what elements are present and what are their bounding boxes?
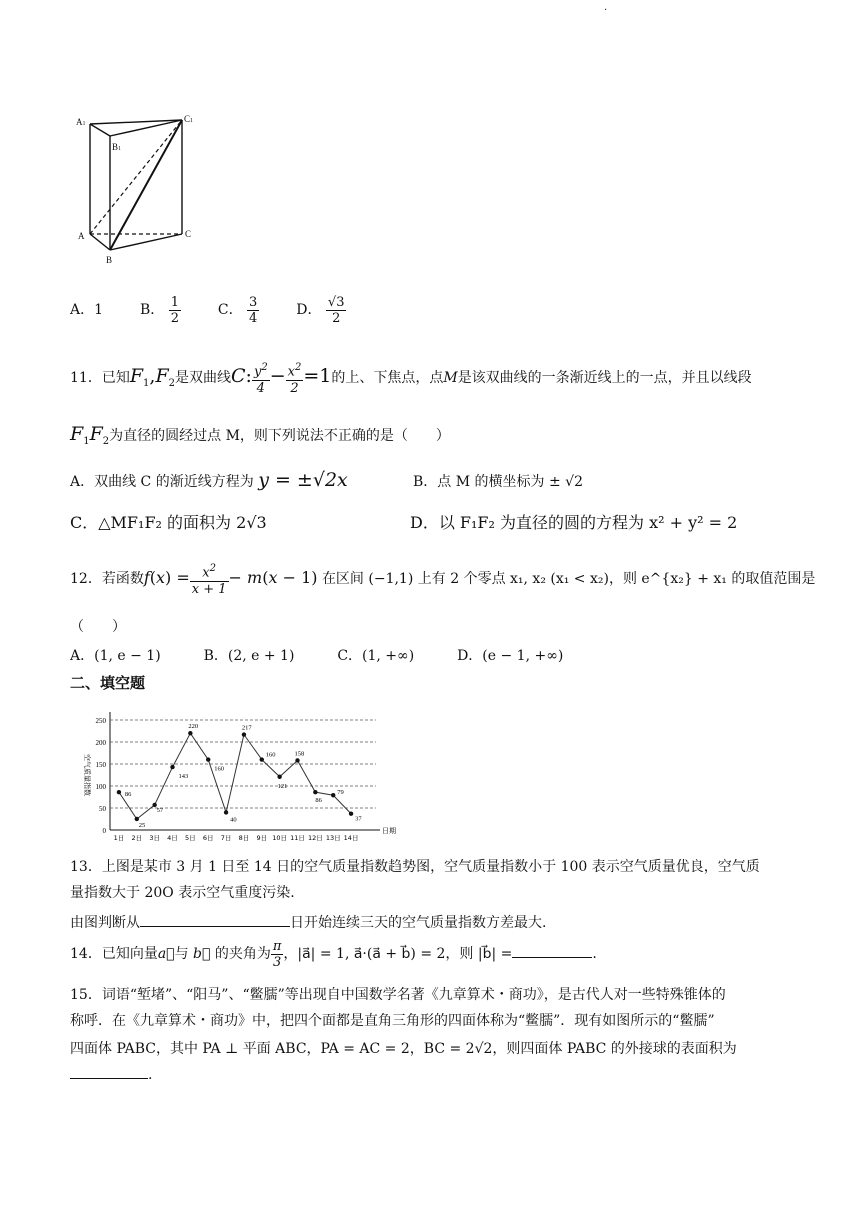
q10-options: A．1 B． $\frac{1}{2}$ C． $\frac{3}{4}$ D． $\frac{√3}{2}$: [70, 294, 345, 326]
y-axis-label: 空气质量指数: [83, 754, 91, 796]
x-tick-label: 5日: [185, 834, 196, 842]
data-label: 121: [277, 782, 288, 790]
x-tick-label: 7日: [220, 834, 232, 842]
q12-line1: 12．若函数f(x) = $\frac{x^2}{x + 1}$ − m(x − 1) 在区间 (−1,1) 上有 2 个零点 x₁, x₂ (x₁ < x₂)，则 e^{x₂} + x₁ 的取值范围是: [70, 563, 816, 597]
data-label: 158: [294, 750, 305, 758]
y-tick-label: 200: [95, 739, 106, 747]
q13-line2: 量指数大于 20O 表示空气重度污染.: [70, 885, 295, 901]
q15-blank[interactable]: [70, 1064, 148, 1079]
label-A: A: [78, 231, 85, 241]
q11-line1: 11．已知$F_1,F_2$是双曲线C: $\frac{y^2}{4}$ − $\frac{x^2}{2}$ =1的上、下焦点，点M是该双曲线的一条渐近线上的一点，并且以线段: [70, 362, 752, 396]
data-point: [277, 775, 281, 779]
data-point: [206, 757, 210, 761]
q11-option-b: B．点 M 的横坐标为 ± √2: [413, 474, 583, 490]
q11-option-a: A．双曲线 C 的渐近线方程为 y = ±√2x: [70, 469, 348, 491]
x-tick-label: 14日: [343, 834, 359, 842]
data-point: [135, 817, 139, 821]
data-label: 86: [315, 797, 322, 805]
x-tick-label: 12日: [307, 834, 323, 842]
q11-option-c: C．△MF₁F₂ 的面积为 2√3: [70, 513, 267, 532]
data-point: [295, 758, 299, 762]
x-tick-label: 4日: [167, 834, 178, 842]
data-label: 220: [188, 723, 199, 731]
svg-text:A1: A1: [76, 117, 86, 127]
x-tick-label: 11日: [290, 834, 305, 842]
prism-figure: [70, 108, 210, 268]
data-label: 86: [124, 791, 132, 799]
q10-option-c: C．: [217, 302, 243, 318]
x-tick-label: 2日: [131, 834, 143, 842]
label-C1: C: [184, 114, 191, 124]
data-point: [260, 757, 264, 761]
q12-paren: （ ）: [70, 619, 126, 635]
data-point: [224, 810, 228, 814]
x-axis-label: 日期: [382, 827, 396, 835]
data-label: 79: [337, 789, 344, 797]
q14-blank[interactable]: [512, 943, 592, 958]
data-point: [188, 731, 192, 735]
data-label: 25: [138, 822, 146, 829]
y-tick-label: 100: [95, 783, 106, 791]
y-tick-label: 250: [95, 717, 106, 725]
svg-text:B1: B1: [112, 142, 122, 152]
q10-option-d: D．: [296, 302, 322, 318]
q12-options: A．(1, e − 1) B．(2, e + 1) C．(1, +∞) D．(e − 1, +∞): [70, 648, 564, 664]
label-B: B: [106, 255, 113, 265]
y-tick-label: 50: [99, 805, 106, 813]
x-tick-label: 3日: [149, 834, 160, 842]
q11-option-d: D．以 F₁F₂ 为直径的圆的方程为 x² + y² = 2: [410, 513, 738, 532]
q15-line4: .: [70, 1064, 152, 1083]
data-label: 40: [230, 816, 237, 824]
x-tick-label: 6日: [202, 834, 214, 842]
q11-line2: $F_1F_2$为直径的圆经过点 M，则下列说法不正确的是（ ）: [70, 423, 450, 447]
data-label: 143: [178, 773, 189, 781]
data-point: [349, 812, 353, 816]
aqi-line-chart: [70, 706, 410, 846]
data-point: [313, 790, 317, 794]
x-tick-label: 9日: [256, 834, 268, 842]
data-point: [117, 790, 121, 794]
q14-line: 14．已知向量a⃗与 b⃗ 的夹角为 $\frac{\pi}{3}$ ，|a⃗| = 1, a⃗·(a⃗ + b⃗) = 2，则 |b⃗| = .: [70, 938, 597, 970]
x-tick-label: 13日: [325, 834, 341, 842]
section-title: 二、填空题: [70, 674, 146, 692]
q13-line3: 由图判断从 日开始连续三天的空气质量指数方差最大.: [70, 912, 546, 932]
q13-line1: 13．上图是某市 3 月 1 日至 14 日的空气质量指数趋势图，空气质量指数小于 100 表示空气质量优良，空气质: [70, 859, 760, 875]
svg-text:C1: C1: [184, 114, 194, 124]
q10-option-b: B．: [139, 302, 165, 318]
q15-line1: 15．词语“堑堵”、“阳马”、“鳖臑”等出现自中国数学名著《九章算术・商功》，是古代人对一些特殊锥体的: [70, 987, 726, 1003]
data-label: 37: [355, 815, 362, 823]
data-label: 217: [241, 724, 252, 732]
q13-blank[interactable]: [140, 912, 290, 927]
data-point: [331, 793, 335, 797]
label-A1: A: [76, 117, 83, 127]
header-mark: .: [604, 2, 608, 13]
x-tick-label: 8日: [238, 834, 250, 842]
label-B1: B: [112, 142, 119, 152]
q15-line2: 称呼．在《九章算术・商功》中，把四个面都是直角三角形的四面体称为“鳖臑”．现有如图所示的“鳖臑”: [70, 1013, 715, 1029]
y-tick-label: 0: [102, 827, 106, 835]
data-label: 57: [156, 806, 164, 814]
label-C: C: [185, 229, 192, 239]
data-point: [170, 765, 174, 769]
x-tick-label: 1日: [113, 834, 125, 842]
x-tick-label: 10日: [272, 834, 288, 842]
y-tick-label: 150: [95, 761, 106, 769]
data-label: 160: [265, 751, 276, 759]
data-point: [242, 732, 246, 736]
q10-option-a: A．1: [70, 302, 104, 318]
data-label: 160: [214, 765, 224, 773]
q15-line3: 四面体 PABC，其中 PA ⊥ 平面 ABC，PA = AC = 2，BC = 2√2，则四面体 PABC 的外接球的表面积为: [70, 1041, 737, 1057]
